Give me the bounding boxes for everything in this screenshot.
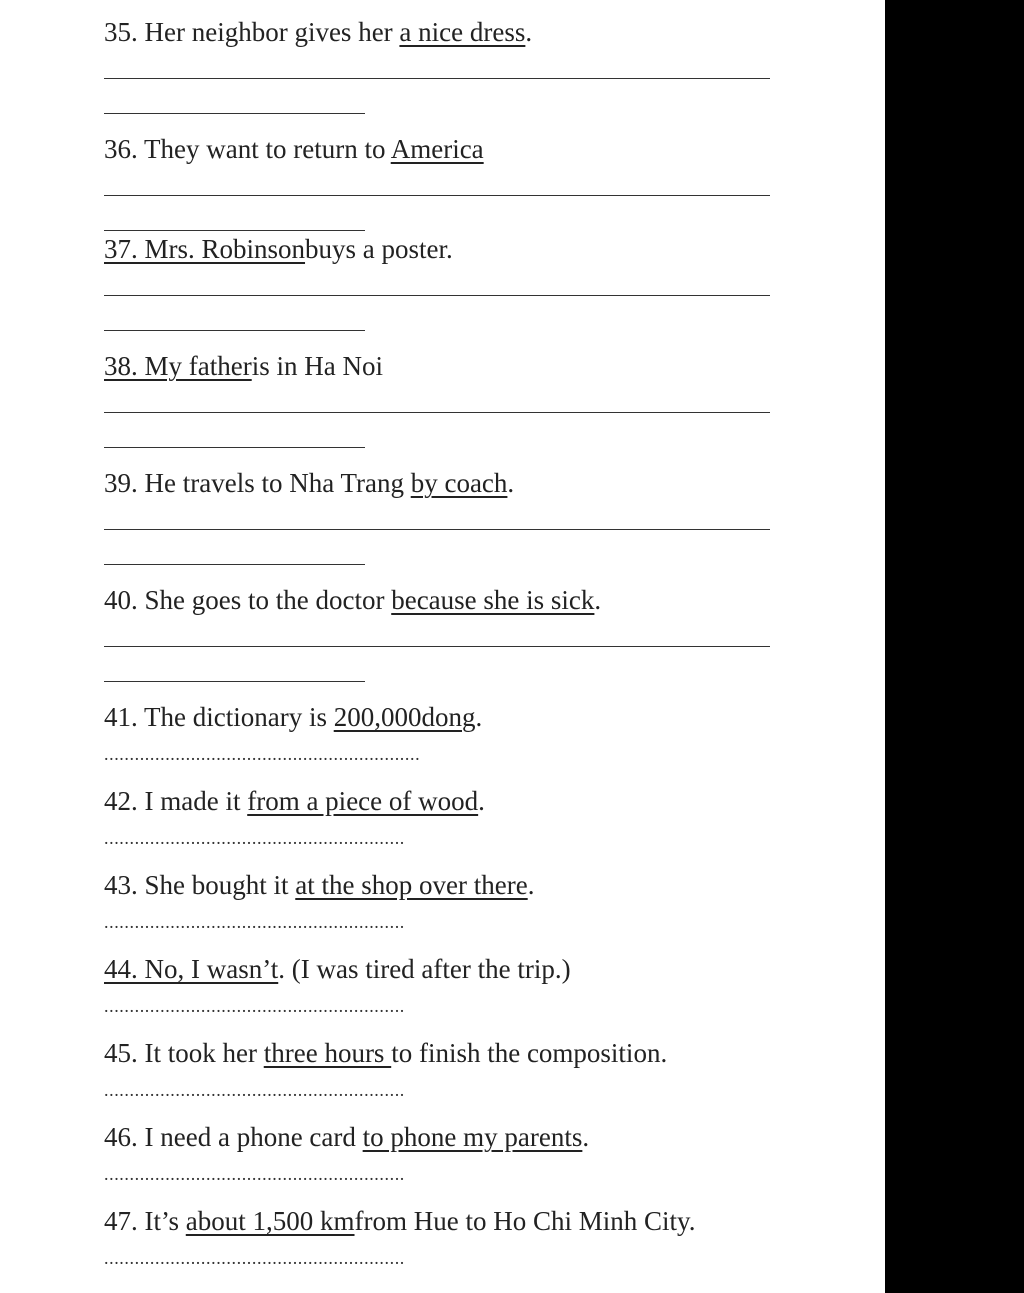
question-text-end: from Hue to Ho Chi Minh City. <box>354 1206 696 1236</box>
underlined-phrase: three hours <box>263 1038 392 1068</box>
question-37 <box>104 233 453 265</box>
question-43 <box>104 869 534 901</box>
question-46 <box>104 1121 589 1153</box>
underlined-phrase: because she is sick <box>391 585 595 615</box>
dotted-answer-line: .............................................................. <box>104 744 421 764</box>
question-39 <box>104 467 514 499</box>
question-45 <box>104 1037 667 1069</box>
question-number: 43. <box>104 870 138 900</box>
dotted-answer-line: ........................................................... <box>104 996 405 1016</box>
question-number: 45. <box>104 1038 138 1068</box>
underlined-phrase: America <box>390 134 484 164</box>
dotted-answer-line: ........................................................... <box>104 828 405 848</box>
question-number: 36. <box>104 134 138 164</box>
answer-line <box>104 330 365 331</box>
question-text: . (I was tired after the trip.) <box>278 954 571 984</box>
answer-line <box>104 230 365 231</box>
answer-line <box>104 447 365 448</box>
question-text: is in Ha Noi <box>251 351 383 381</box>
question-text: They want to return to <box>144 134 391 164</box>
answer-line <box>104 681 365 682</box>
black-side-bar <box>885 0 1024 1293</box>
question-text-end: . <box>475 702 483 732</box>
question-text: She bought it <box>144 870 296 900</box>
question-40 <box>104 584 601 616</box>
question-text-end: . <box>478 786 485 816</box>
question-number: 35. <box>104 17 138 47</box>
question-35 <box>104 16 532 48</box>
underlined-phrase: about 1,500 km <box>185 1206 355 1236</box>
question-text: The dictionary is <box>144 702 334 732</box>
question-number: 47. <box>104 1206 138 1236</box>
question-number: 39. <box>104 468 138 498</box>
question-36 <box>104 133 484 165</box>
answer-line <box>104 529 770 530</box>
answer-line <box>104 412 770 413</box>
question-text-end: . <box>594 585 602 615</box>
underlined-phrase: a nice dress <box>399 17 526 47</box>
question-text: I made it <box>144 786 248 816</box>
underlined-phrase: to phone my parents <box>362 1122 583 1152</box>
question-number: 42. <box>104 786 138 816</box>
question-text: He travels to Nha Trang <box>144 468 411 498</box>
answer-line <box>104 113 365 114</box>
question-number: 40. <box>104 585 138 615</box>
question-text-end: . <box>582 1122 590 1152</box>
answer-line <box>104 78 770 79</box>
question-text-end: . <box>527 870 535 900</box>
underlined-phrase: 44. No, I wasn’t <box>104 954 279 984</box>
question-text: She goes to the doctor <box>144 585 392 615</box>
question-text: I need a phone card <box>144 1122 363 1152</box>
underlined-phrase: 37. Mrs. Robinson <box>104 234 306 264</box>
answer-line <box>104 564 365 565</box>
question-47 <box>104 1205 696 1237</box>
question-38 <box>104 350 383 382</box>
question-text-end: to finish the composition. <box>391 1038 668 1068</box>
question-42 <box>104 785 485 817</box>
question-41 <box>104 701 482 733</box>
dotted-answer-line: ........................................................... <box>104 1164 405 1184</box>
underlined-phrase: at the shop over there <box>295 870 528 900</box>
underlined-phrase: 200,000dong <box>333 702 476 732</box>
question-number: 41. <box>104 702 138 732</box>
dotted-answer-line: ........................................................... <box>104 912 405 932</box>
underlined-phrase: 38. My father <box>104 351 252 381</box>
question-44 <box>104 953 571 985</box>
underlined-phrase: from a piece of wood <box>247 786 479 816</box>
answer-line <box>104 646 770 647</box>
question-text: Her neighbor gives her <box>144 17 400 47</box>
underlined-phrase: by coach <box>410 468 508 498</box>
dotted-answer-line: ........................................................... <box>104 1080 405 1100</box>
question-text: It took her <box>144 1038 264 1068</box>
dotted-answer-line: ........................................................... <box>104 1248 405 1268</box>
question-text-end: . <box>525 17 533 47</box>
question-text: buys a poster. <box>305 234 453 264</box>
question-number: 46. <box>104 1122 138 1152</box>
answer-line <box>104 295 770 296</box>
answer-line <box>104 195 770 196</box>
question-text-end: . <box>507 468 515 498</box>
question-text: It’s <box>144 1206 186 1236</box>
